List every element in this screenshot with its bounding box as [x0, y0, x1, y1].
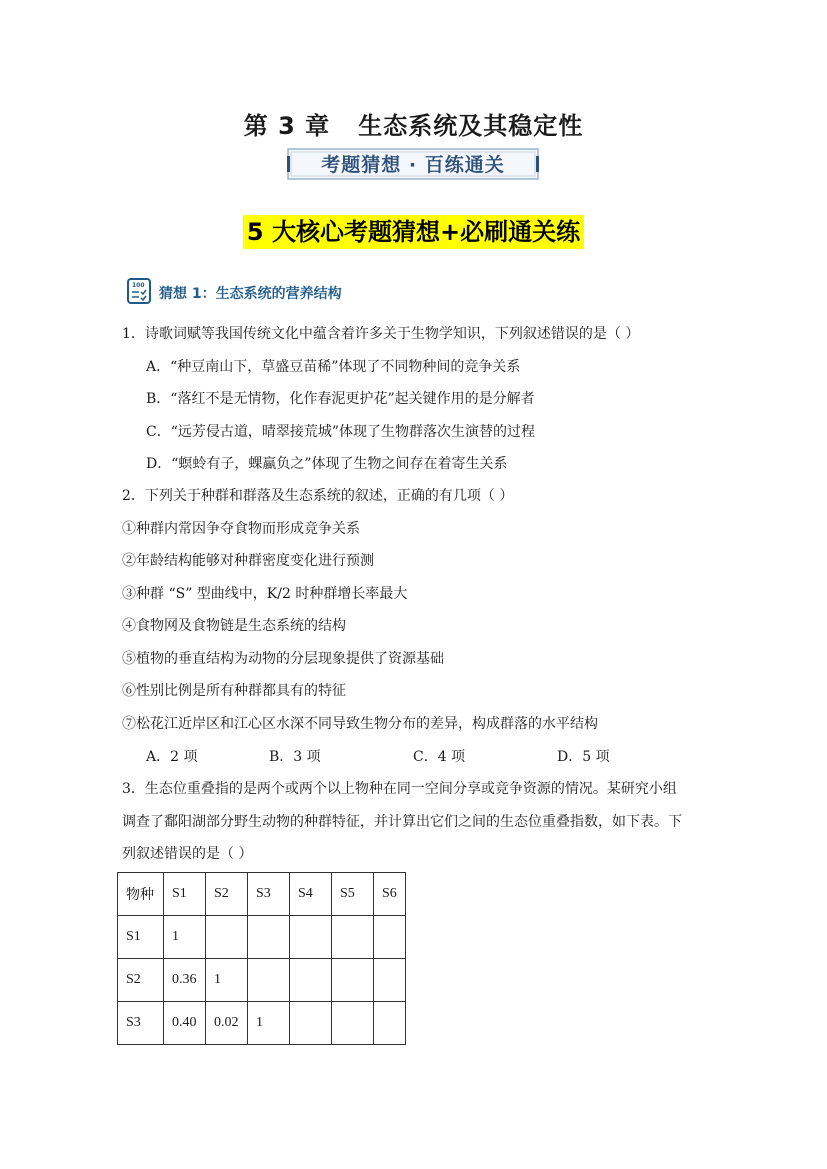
niche-overlap-table — [117, 872, 406, 1045]
table-header-cell: S5 — [332, 873, 374, 916]
table-cell — [290, 1002, 332, 1045]
table-cell — [332, 959, 374, 1002]
table-cell: S2 — [118, 959, 164, 1002]
question-1-option-c: C．“远芳侵古道，晴翠接荒城”体现了生物群落次生演替的过程 — [146, 424, 536, 440]
question-2-statement-1: ①种群内常因争夺食物而形成竞争关系 — [122, 521, 360, 537]
table-cell: S3 — [118, 1002, 164, 1045]
question-3-stem-line-2: 调查了鄱阳湖部分野生动物的种群特征，并计算出它们之间的生态位重叠指数，如下表。下 — [122, 814, 682, 830]
question-2-statement-2: ②年龄结构能够对种群密度变化进行预测 — [122, 553, 374, 569]
subtitle: 5 大核心考题猜想+必刷通关练 — [243, 215, 584, 249]
table-row — [118, 1002, 406, 1045]
table-cell — [374, 916, 406, 959]
table-header-cell: S1 — [164, 873, 206, 916]
table-header-cell: S4 — [290, 873, 332, 916]
checklist-100-icon — [126, 277, 154, 305]
table-cell — [290, 959, 332, 1002]
question-2-statement-6: ⑥性别比例是所有种群都具有的特征 — [122, 683, 346, 699]
question-2-option-b: B．3 项 — [269, 749, 321, 765]
question-2-statement-3: ③种群 “S” 型曲线中，K/2 时种群增长率最大 — [122, 586, 408, 602]
question-3-stem-line-3: 列叙述错误的是（ ） — [122, 846, 253, 862]
question-2-option-d: D．5 项 — [557, 749, 610, 765]
table-header-cell: S3 — [248, 873, 290, 916]
table-cell — [206, 916, 248, 959]
question-3-stem-line-1: 3．生态位重叠指的是两个或两个以上物种在同一空间分享或竞争资源的情况。某研究小组 — [122, 781, 677, 797]
question-2-option-a: A．2 项 — [146, 749, 198, 765]
table-header-cell: S2 — [206, 873, 248, 916]
table-cell — [332, 1002, 374, 1045]
table-cell: S1 — [118, 916, 164, 959]
table-header-cell: 物种 — [118, 873, 164, 916]
question-2-stem: 2．下列关于种群和群落及生态系统的叙述，正确的有几项（ ） — [122, 488, 514, 504]
section-heading: 猜想 1：生态系统的营养结构 — [159, 286, 342, 302]
table-row — [118, 959, 406, 1002]
table-cell — [374, 1002, 406, 1045]
question-1-stem: 1．诗歌词赋等我国传统文化中蕴含着许多关于生物学知识，下列叙述错误的是（ ） — [122, 326, 640, 342]
table-cell — [374, 959, 406, 1002]
table-cell: 1 — [164, 916, 206, 959]
svg-text:100: 100 — [132, 282, 145, 289]
table-cell — [248, 916, 290, 959]
table-row — [118, 916, 406, 959]
table-cell: 1 — [248, 1002, 290, 1045]
table-cell — [290, 916, 332, 959]
table-cell — [332, 916, 374, 959]
question-1-option-d: D．“螟蛉有子，蜾蠃负之”体现了生物之间存在着寄生关系 — [146, 456, 508, 472]
question-2-statement-5: ⑤植物的垂直结构为动物的分层现象提供了资源基础 — [122, 651, 444, 667]
question-2-option-c: C．4 项 — [413, 749, 466, 765]
table-cell: 0.36 — [164, 959, 206, 1002]
table-header-cell: S6 — [374, 873, 406, 916]
table-cell: 0.02 — [206, 1002, 248, 1045]
table-cell: 0.40 — [164, 1002, 206, 1045]
table-header-row — [118, 873, 406, 916]
question-2-statement-4: ④食物网及食物链是生态系统的结构 — [122, 618, 346, 634]
question-1-option-b: B．“落红不是无情物，化作春泥更护花”起关键作用的是分解者 — [146, 391, 535, 407]
question-2-statement-7: ⑦松花江近岸区和江心区水深不同导致生物分布的差异，构成群落的水平结构 — [122, 716, 598, 732]
subtitle-wrap — [0, 215, 827, 249]
question-1-option-a: A．“种豆南山下，草盛豆苗稀”体现了不同物种间的竞争关系 — [146, 359, 521, 375]
table-cell — [248, 959, 290, 1002]
banner-label: 考题猜想 · 百练通关 — [321, 154, 505, 176]
table-cell: 1 — [206, 959, 248, 1002]
chapter-title: 第 3 章 生态系统及其稳定性 — [243, 112, 584, 140]
